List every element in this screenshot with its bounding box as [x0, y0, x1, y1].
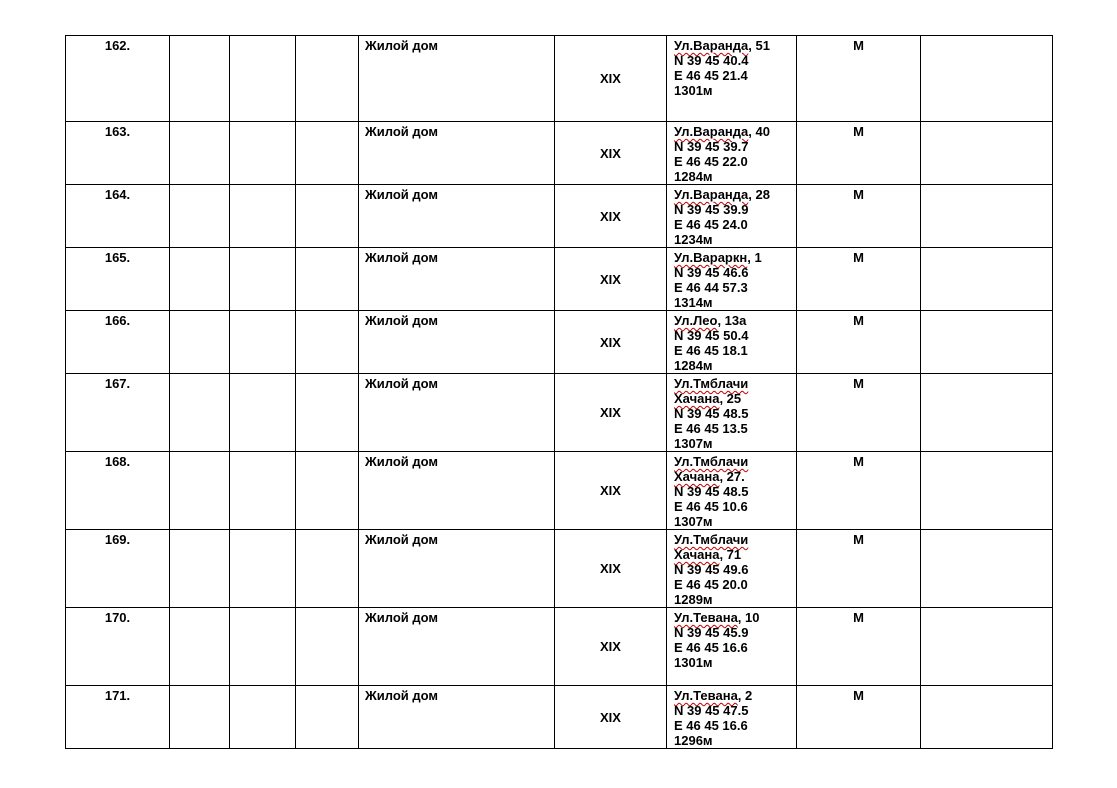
coordinate: N 39 45 46.6: [674, 265, 749, 280]
address-cell: [667, 248, 797, 311]
empty-cell: [170, 248, 230, 311]
empty-cell: [296, 374, 359, 452]
empty-cell: [296, 686, 359, 749]
street-line: [674, 610, 796, 625]
empty-cell: [230, 36, 296, 122]
elevation: 1284м: [674, 358, 713, 373]
street-line: [674, 187, 796, 202]
empty-cell: [296, 530, 359, 608]
category: М: [797, 452, 921, 530]
century: XIX: [555, 248, 667, 311]
empty-cell: [170, 686, 230, 749]
street-name: Хачана: [674, 547, 720, 562]
house-number: , 71: [719, 547, 742, 562]
empty-cell: [296, 608, 359, 686]
object-name: Жилой дом: [359, 452, 555, 530]
category: М: [797, 122, 921, 185]
address-cell: [667, 311, 797, 374]
century: XIX: [555, 36, 667, 122]
empty-cell: [230, 185, 296, 248]
elevation: 1307м: [674, 514, 713, 529]
elevation: 1301м: [674, 83, 713, 98]
empty-cell: [296, 122, 359, 185]
row-number: 170.: [66, 608, 170, 686]
coordinate: E 46 45 22.0: [674, 154, 748, 169]
address-cell: [667, 122, 797, 185]
house-number: , 51: [748, 38, 770, 53]
empty-cell: [170, 374, 230, 452]
elevation: 1314м: [674, 295, 713, 310]
century: XIX: [555, 452, 667, 530]
coordinate: E 46 45 20.0: [674, 577, 748, 592]
century: XIX: [555, 185, 667, 248]
row-number: 167.: [66, 374, 170, 452]
empty-cell: [230, 686, 296, 749]
street-line: [674, 532, 796, 547]
table-row: [66, 311, 1053, 374]
street-line: [674, 469, 796, 484]
street-name: Хачана: [674, 391, 720, 406]
street-name: Ул.Тмблачи: [674, 532, 749, 547]
empty-cell: [921, 530, 1053, 608]
empty-cell: [921, 608, 1053, 686]
street-line: [674, 38, 796, 53]
empty-cell: [921, 686, 1053, 749]
coordinate: E 46 45 10.6: [674, 499, 748, 514]
street-line: [674, 391, 796, 406]
house-number: , 25: [719, 391, 742, 406]
empty-cell: [921, 452, 1053, 530]
object-name: Жилой дом: [359, 185, 555, 248]
category: М: [797, 686, 921, 749]
empty-cell: [296, 185, 359, 248]
house-number: , 2: [737, 688, 753, 703]
row-number: 171.: [66, 686, 170, 749]
street-name: Ул.Тевана: [674, 610, 738, 625]
row-number: 163.: [66, 122, 170, 185]
elevation: 1289м: [674, 592, 713, 607]
century: XIX: [555, 686, 667, 749]
century: XIX: [555, 608, 667, 686]
empty-cell: [296, 311, 359, 374]
address-cell: [667, 36, 797, 122]
street-name: Ул.Лео: [674, 313, 718, 328]
street-name: Ул.Тевана: [674, 688, 738, 703]
empty-cell: [296, 248, 359, 311]
empty-cell: [170, 530, 230, 608]
row-number: 165.: [66, 248, 170, 311]
row-number: 162.: [66, 36, 170, 122]
elevation: 1296м: [674, 733, 713, 748]
empty-cell: [230, 248, 296, 311]
century: XIX: [555, 530, 667, 608]
empty-cell: [230, 452, 296, 530]
empty-cell: [921, 122, 1053, 185]
coordinate: N 39 45 48.5: [674, 484, 749, 499]
street-line: [674, 454, 796, 469]
category: М: [797, 374, 921, 452]
coordinate: E 46 45 18.1: [674, 343, 748, 358]
row-number: 164.: [66, 185, 170, 248]
house-number: , 40: [748, 124, 770, 139]
address-cell: [667, 452, 797, 530]
empty-cell: [230, 374, 296, 452]
empty-cell: [230, 608, 296, 686]
row-number: 168.: [66, 452, 170, 530]
category: М: [797, 608, 921, 686]
object-name: Жилой дом: [359, 311, 555, 374]
century: XIX: [555, 122, 667, 185]
object-name: Жилой дом: [359, 36, 555, 122]
empty-cell: [296, 452, 359, 530]
category: М: [797, 185, 921, 248]
coordinate: E 46 45 16.6: [674, 718, 748, 733]
table-row: [66, 530, 1053, 608]
century: XIX: [555, 311, 667, 374]
empty-cell: [170, 608, 230, 686]
house-number: , 10: [737, 610, 760, 625]
address-cell: [667, 185, 797, 248]
category: М: [797, 36, 921, 122]
empty-cell: [921, 36, 1053, 122]
coordinate: E 46 45 13.5: [674, 421, 748, 436]
coordinate: N 39 45 39.9: [674, 202, 749, 217]
table-row: [66, 185, 1053, 248]
row-number: 169.: [66, 530, 170, 608]
table-row: [66, 608, 1053, 686]
house-number: , 1: [747, 250, 762, 265]
street-name: Ул.Вараркн: [674, 250, 748, 265]
street-name: Хачана: [674, 469, 720, 484]
street-line: [674, 376, 796, 391]
category: М: [797, 248, 921, 311]
street-name: Ул.Варанда: [674, 187, 749, 202]
street-line: [674, 688, 796, 703]
empty-cell: [921, 374, 1053, 452]
table-row: [66, 248, 1053, 311]
coordinate: E 46 45 24.0: [674, 217, 748, 232]
empty-cell: [170, 185, 230, 248]
house-number: , 28: [748, 187, 770, 202]
category: М: [797, 530, 921, 608]
address-cell: [667, 686, 797, 749]
empty-cell: [296, 36, 359, 122]
elevation: 1307м: [674, 436, 713, 451]
coordinate: N 39 45 39.7: [674, 139, 749, 154]
object-name: Жилой дом: [359, 374, 555, 452]
street-name: Ул.Варанда: [674, 38, 749, 53]
table-row: [66, 452, 1053, 530]
object-name: Жилой дом: [359, 530, 555, 608]
object-name: Жилой дом: [359, 122, 555, 185]
coordinate: E 46 45 21.4: [674, 68, 748, 83]
address-cell: [667, 530, 797, 608]
coordinate: E 46 45 16.6: [674, 640, 748, 655]
coordinate: N 39 45 47.5: [674, 703, 749, 718]
house-number: , 13а: [717, 313, 747, 328]
coordinate: N 39 45 45.9: [674, 625, 749, 640]
empty-cell: [170, 311, 230, 374]
coordinate: E 46 44 57.3: [674, 280, 748, 295]
coordinate: N 39 45 49.6: [674, 562, 749, 577]
coordinate: N 39 45 40.4: [674, 53, 749, 68]
empty-cell: [921, 311, 1053, 374]
elevation: 1284м: [674, 169, 713, 184]
address-cell: [667, 374, 797, 452]
empty-cell: [170, 36, 230, 122]
table-row: [66, 122, 1053, 185]
table-row: [66, 36, 1053, 122]
address-cell: [667, 608, 797, 686]
empty-cell: [170, 122, 230, 185]
coordinate: N 39 45 50.4: [674, 328, 749, 343]
empty-cell: [921, 185, 1053, 248]
empty-cell: [230, 311, 296, 374]
monuments-table: [65, 35, 1053, 749]
empty-cell: [921, 248, 1053, 311]
empty-cell: [230, 122, 296, 185]
elevation: 1301м: [674, 655, 713, 670]
street-line: [674, 124, 796, 139]
object-name: Жилой дом: [359, 248, 555, 311]
empty-cell: [230, 530, 296, 608]
street-name: Ул.Тмблачи: [674, 454, 749, 469]
street-name: Ул.Варанда: [674, 124, 749, 139]
century: XIX: [555, 374, 667, 452]
empty-cell: [170, 452, 230, 530]
street-line: [674, 547, 796, 562]
house-number: , 27.: [719, 469, 745, 484]
table-body: [66, 36, 1053, 749]
elevation: 1234м: [674, 232, 713, 247]
category: М: [797, 311, 921, 374]
table-row: [66, 374, 1053, 452]
street-line: [674, 313, 796, 328]
table-row: [66, 686, 1053, 749]
street-line: [674, 250, 796, 265]
coordinate: N 39 45 48.5: [674, 406, 749, 421]
object-name: Жилой дом: [359, 608, 555, 686]
street-name: Ул.Тмблачи: [674, 376, 749, 391]
object-name: Жилой дом: [359, 686, 555, 749]
row-number: 166.: [66, 311, 170, 374]
